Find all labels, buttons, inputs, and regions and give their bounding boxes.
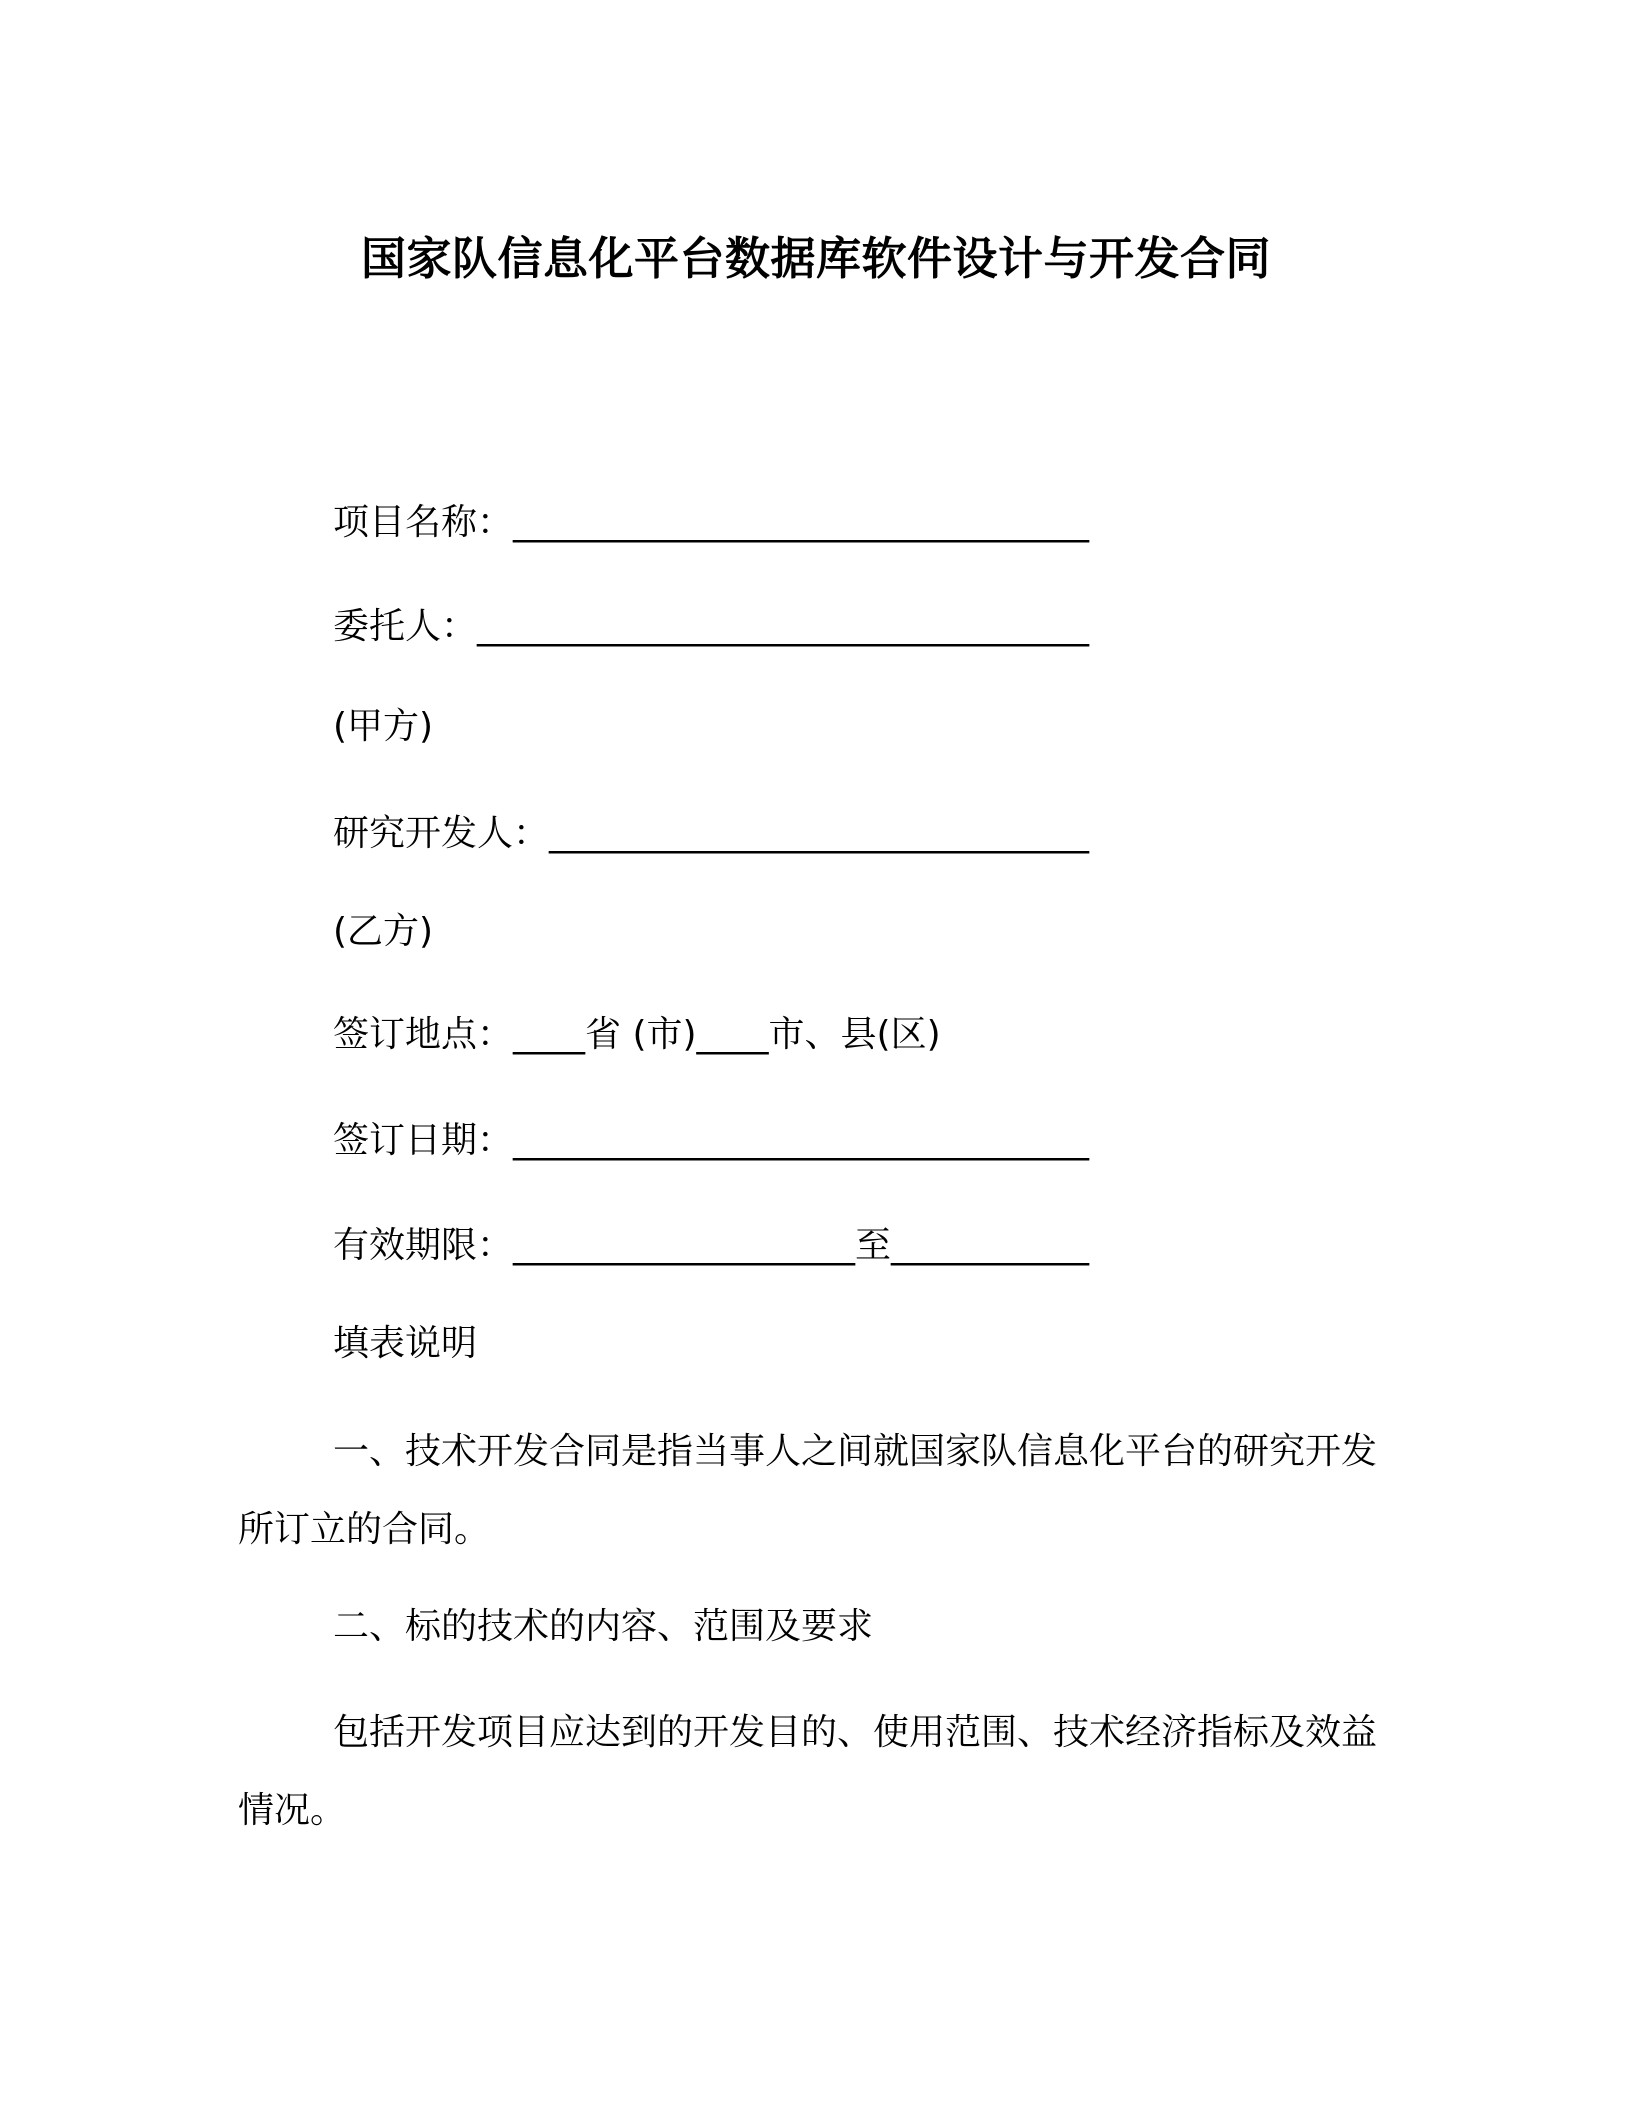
instruction-item-1: 一、技术开发合同是指当事人之间就国家队信息化平台的研究开发所订立的合同。 [238,1431,1378,1550]
field-party-a: (甲方) [333,706,434,747]
instruction-item-2-heading: 二、标的技术的内容、范围及要求 [333,1606,874,1647]
field-developer: 研究开发人：______________________________ [333,813,1090,854]
document-title: 国家队信息化平台数据库软件设计与开发合同 [360,232,1271,285]
field-party-b: (乙方) [333,911,434,952]
field-client: 委托人：__________________________________ [333,606,1090,647]
instructions-heading: 填表说明 [333,1323,478,1364]
field-project-name: 项目名称：________________________________ [333,502,1090,543]
instruction-item-2-body: 包括开发项目应达到的开发目的、使用范围、技术经济指标及效益情况。 [238,1712,1378,1831]
field-valid-period: 有效期限：___________________至___________ [333,1225,1090,1266]
field-sign-date: 签订日期：________________________________ [333,1120,1090,1161]
field-sign-place: 签订地点：____省 (市)____市、县(区) [333,1014,941,1055]
